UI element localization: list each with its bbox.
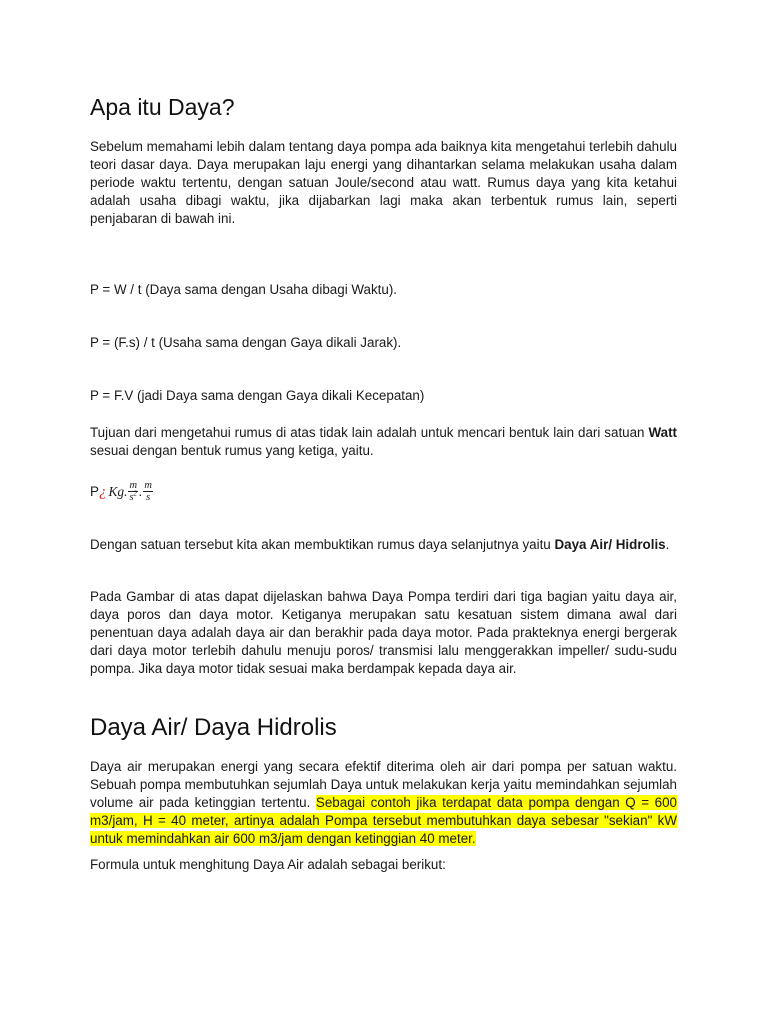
math-fraction-m-per-s2 (128, 480, 138, 503)
highlighted-example-text: Sebagai contoh jika terdapat data pompa dengan Q = 600 m3/jam, H = 40 meter, artinya adalah Pompa tersebut membutuhkan daya sebesar "sekian" kW untuk memindahkan air 600 m3/jam dengan ketinggian 40 meter. (90, 795, 677, 846)
math-kg: Kg (108, 483, 125, 499)
math-error-glyph: ¿ (98, 483, 107, 500)
math-dot-2: . (139, 483, 143, 499)
math-p: P (90, 483, 99, 499)
math-fraction-m-per-s (143, 480, 153, 503)
formula-line-1 (90, 281, 677, 299)
math-numerator-m2: m (144, 480, 152, 491)
math-exponent: 2 (133, 489, 138, 498)
dengan-text-bold: Daya Air/ Hidrolis (554, 537, 666, 552)
watt-unit-formula (90, 480, 677, 503)
tujuan-paragraph-block (90, 424, 677, 460)
formula-gaya-jarak: P = (F.s) / t (Usaha sama dengan Gaya dikali Jarak). (90, 335, 402, 350)
dengan-paragraph (90, 536, 677, 554)
formula-usaha-waktu: P = W / t (Daya sama dengan Usaha dibagi Waktu). (90, 282, 398, 297)
section-heading-apa-itu-daya (90, 93, 677, 121)
math-expression (90, 480, 677, 503)
math-s: s (129, 492, 134, 503)
section-title-daya-hidrolis: Daya Air/ Daya Hidrolis (90, 714, 337, 741)
tujuan-text-post: sesuai dengan bentuk rumus yang ketiga, yaitu. (90, 443, 374, 458)
formula-gaya-kecepatan: P = F.V (jadi Daya sama dengan Gaya dikali Kecepatan) (90, 388, 425, 403)
tujuan-paragraph (90, 424, 677, 460)
gambar-paragraph: Pada Gambar di atas dapat dijelaskan bahwa Daya Pompa terdiri dari tiga bagian yaitu daya air, daya poros dan daya motor. Ketiganya merupakan satu kesatuan sistem dimana awal dari penentuan daya adalah daya air dan berakhir pada daya motor. Pada prakteknya energi bergerak dari daya motor terlebih dahulu menuju poros/ transmisi lalu menggerakkan impeller/ sudu-sudu pompa. Jika daya motor tidak sesuai maka berdampak kepada daya air. (90, 589, 677, 676)
formula-intro-text: Formula untuk menghitung Daya Air adalah sebagai berikut: (90, 857, 446, 872)
dengan-paragraph-block (90, 536, 677, 554)
formula-line-3 (90, 387, 677, 405)
daya-air-text: Daya air merupakan energi yang secara efektif diterima oleh air dari pompa per satuan waktu. Sebuah pompa membutuhkan sejumlah Daya untuk melakukan kerja yaitu memindahkan sejumlah volume air pada ketinggian tertentu. (90, 759, 677, 810)
page-title: Apa itu Daya? (90, 94, 235, 120)
formula-line-2 (90, 334, 677, 352)
math-numerator-m: m (129, 480, 138, 491)
gambar-paragraph-block (90, 588, 677, 678)
daya-air-paragraph-block (90, 758, 677, 848)
dengan-text-post: . (665, 537, 670, 552)
daya-air-paragraph (90, 758, 677, 848)
intro-paragraph-block (90, 138, 677, 228)
intro-paragraph: Sebelum memahami lebih dalam tentang daya pompa ada baiknya kita mengetahui terlebih dahulu teori dasar daya. Daya merupakan laju energi yang dihantarkan selama melakukan usaha dalam periode waktu tertentu, dengan satuan Joule/second atau watt. Rumus daya yang kita ketahui adalah usaha dibagi waktu, jika dijabarkan lagi maka akan terbentuk rumus lain, seperti penjabaran di bawah ini. (90, 139, 677, 226)
math-denominator-s: s (146, 492, 151, 503)
formula-intro-block (90, 856, 677, 874)
math-denominator-s2 (128, 489, 138, 503)
math-dot-1: . (124, 483, 128, 499)
tujuan-text-bold: Watt (648, 425, 677, 440)
tujuan-text-pre: Tujuan dari mengetahui rumus di atas tidak lain adalah untuk mencari bentuk lain dari satuan (90, 425, 649, 440)
section-heading-daya-air (90, 714, 677, 742)
dengan-text-pre: Dengan satuan tersebut kita akan membuktikan rumus daya selanjutnya yaitu (90, 537, 555, 552)
